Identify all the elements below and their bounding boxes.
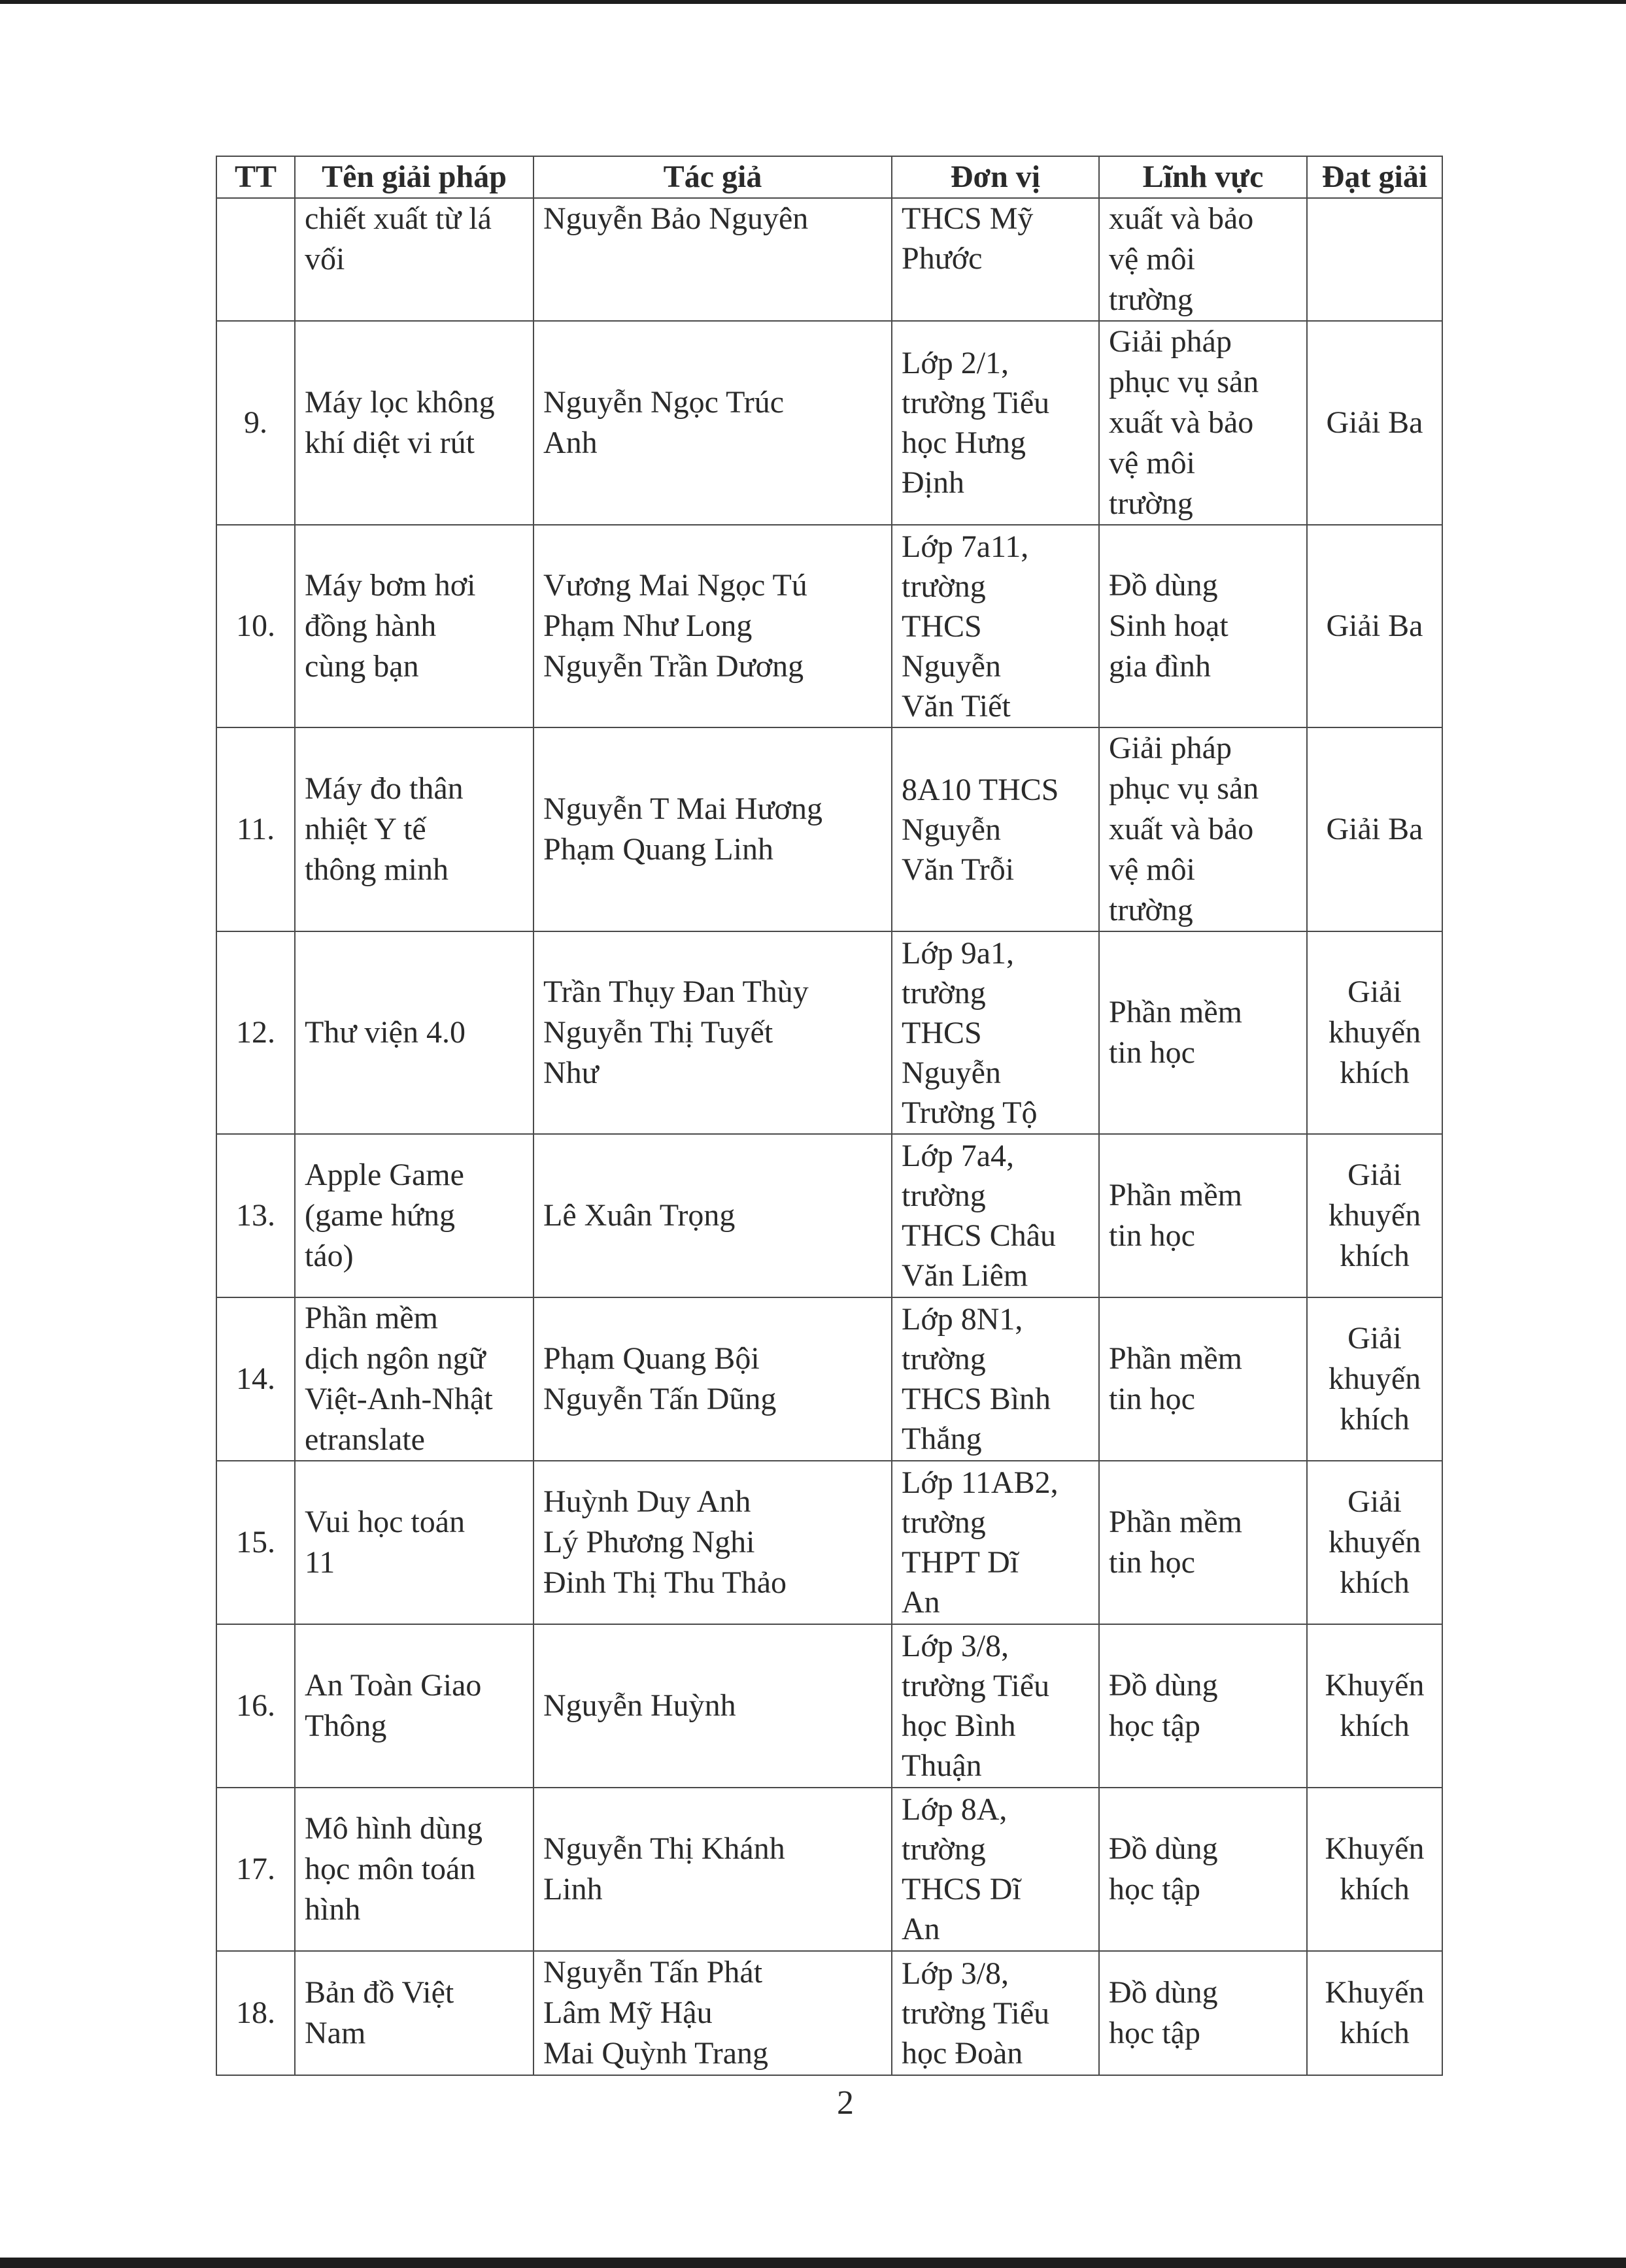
cell-line: Phần mềm xyxy=(1109,1505,1242,1539)
cell-line: Định xyxy=(902,465,964,500)
cell-line: phục vụ sản xyxy=(1109,365,1259,399)
cell-unit xyxy=(892,1297,1099,1461)
cell-solution-name xyxy=(295,1788,534,1951)
cell-line: Thông xyxy=(305,1709,387,1743)
cell-line: khuyến xyxy=(1328,1525,1421,1559)
cell-tt: 11. xyxy=(216,727,295,931)
cell-line: xuất và bảo xyxy=(1109,201,1254,236)
cell-line: vệ môi xyxy=(1109,446,1195,480)
cell-unit xyxy=(892,198,1099,321)
cell-line: khuyến xyxy=(1328,1361,1421,1396)
cell-unit xyxy=(892,931,1099,1134)
header-authors: Tác giả xyxy=(534,156,892,198)
cell-line: Máy lọc không xyxy=(305,385,495,420)
cell-line: Nguyễn Huỳnh xyxy=(543,1688,736,1723)
cell-authors xyxy=(534,1624,892,1788)
header-award: Đạt giải xyxy=(1307,156,1442,198)
cell-line: Bản đồ Việt xyxy=(305,1975,454,2010)
cell-line: Văn Liêm xyxy=(902,1258,1028,1293)
cell-line: Nguyễn Tấn Dũng xyxy=(543,1382,777,1416)
cell-field xyxy=(1099,727,1307,931)
cell-line: Phạm Quang Linh xyxy=(543,832,773,867)
cell-award xyxy=(1307,1134,1442,1297)
cell-line: Linh xyxy=(543,1872,603,1907)
cell-authors xyxy=(534,727,892,931)
cell-solution-name xyxy=(295,198,534,321)
cell-award xyxy=(1307,1297,1442,1461)
table-row xyxy=(216,1788,1442,1951)
cell-unit xyxy=(892,727,1099,931)
cell-line: khích xyxy=(1340,1056,1410,1090)
cell-tt: 15. xyxy=(216,1461,295,1624)
cell-field xyxy=(1099,1951,1307,2075)
cell-line: Giải xyxy=(1347,975,1402,1009)
cell-line: Lớp 8A, xyxy=(902,1792,1008,1827)
cell-line: Lâm Mỹ Hậu xyxy=(543,1995,713,2030)
cell-line: khích xyxy=(1340,1239,1410,1273)
cell-field xyxy=(1099,1461,1307,1624)
cell-tt: 13. xyxy=(216,1134,295,1297)
cell-line: Giải Ba xyxy=(1326,812,1423,846)
cell-line: An Toàn Giao xyxy=(305,1668,482,1703)
cell-line: trường xyxy=(1109,486,1193,521)
cell-line: THCS Bình xyxy=(902,1382,1051,1416)
cell-line: khí diệt vi rút xyxy=(305,425,475,460)
table-row xyxy=(216,1461,1442,1624)
cell-line: gia đình xyxy=(1109,649,1211,684)
cell-line: học tập xyxy=(1109,1709,1200,1743)
cell-line: Đồ dùng xyxy=(1109,1668,1218,1703)
cell-line: khuyến xyxy=(1328,1015,1421,1050)
cell-line: Đồ dùng xyxy=(1109,1975,1218,2010)
cell-line: etranslate xyxy=(305,1422,425,1457)
cell-line: trường xyxy=(902,569,986,604)
cell-line: học Bình xyxy=(902,1709,1016,1743)
cell-line: Giải Ba xyxy=(1326,609,1423,643)
cell-line: trường xyxy=(902,1832,986,1867)
cell-unit xyxy=(892,1788,1099,1951)
cell-line: Lớp 2/1, xyxy=(902,346,1009,380)
cell-unit xyxy=(892,321,1099,525)
cell-line: (game hứng xyxy=(305,1198,455,1233)
cell-line: THPT Dĩ xyxy=(902,1545,1019,1580)
cell-line: Huỳnh Duy Anh xyxy=(543,1484,751,1519)
cell-line: Giải Ba xyxy=(1326,405,1423,440)
table-row xyxy=(216,1951,1442,2075)
cell-line: khích xyxy=(1340,1402,1410,1437)
cell-solution-name xyxy=(295,1461,534,1624)
cell-tt: 17. xyxy=(216,1788,295,1951)
cell-line: tin học xyxy=(1109,1218,1195,1253)
cell-award xyxy=(1307,1461,1442,1624)
cell-line: Nguyễn Thị Khánh xyxy=(543,1831,785,1866)
cell-line: Trần Thụy Đan Thùy xyxy=(543,975,809,1009)
cell-line: khích xyxy=(1340,1709,1410,1743)
cell-line: khích xyxy=(1340,2016,1410,2050)
cell-line: Nguyễn Thị Tuyết xyxy=(543,1015,773,1050)
cell-line: hình xyxy=(305,1892,361,1927)
cell-field xyxy=(1099,1134,1307,1297)
cell-line: Anh xyxy=(543,425,598,460)
table-row xyxy=(216,1134,1442,1297)
cell-line: Mô hình dùng xyxy=(305,1811,483,1846)
cell-line: vệ môi xyxy=(1109,242,1195,276)
cell-line: Giải xyxy=(1347,1484,1402,1519)
cell-line: trường Tiểu xyxy=(902,386,1050,420)
cell-line: vối xyxy=(305,242,345,276)
cell-solution-name xyxy=(295,727,534,931)
cell-line: học tập xyxy=(1109,2016,1200,2050)
cell-authors xyxy=(534,525,892,727)
cell-line: Nguyễn xyxy=(902,1055,1001,1090)
cell-line: học tập xyxy=(1109,1872,1200,1907)
cell-solution-name xyxy=(295,1297,534,1461)
cell-line: THCS Mỹ xyxy=(902,201,1034,236)
table-row xyxy=(216,198,1442,321)
cell-line: trường xyxy=(902,1342,986,1376)
cell-unit xyxy=(892,1134,1099,1297)
cell-line: khích xyxy=(1340,1872,1410,1907)
cell-award xyxy=(1307,1624,1442,1788)
cell-field xyxy=(1099,1297,1307,1461)
cell-line: Nguyễn Ngọc Trúc xyxy=(543,385,784,420)
cell-tt: 12. xyxy=(216,931,295,1134)
cell-field xyxy=(1099,321,1307,525)
cell-line: Nguyễn Trần Dương xyxy=(543,649,804,684)
cell-line: Thư viện 4.0 xyxy=(305,1015,466,1050)
cell-line: tin học xyxy=(1109,1545,1195,1580)
cell-line: Như xyxy=(543,1056,599,1090)
cell-solution-name xyxy=(295,1134,534,1297)
cell-line: THCS xyxy=(902,1015,982,1050)
cell-field xyxy=(1099,198,1307,321)
cell-award xyxy=(1307,198,1442,321)
cell-line: Vui học toán xyxy=(305,1505,466,1539)
cell-line: THCS xyxy=(902,609,982,644)
table-body xyxy=(216,198,1442,2075)
cell-authors xyxy=(534,1461,892,1624)
cell-line: phục vụ sản xyxy=(1109,771,1259,806)
cell-line: Đồ dùng xyxy=(1109,568,1218,603)
cell-line: Lớp 3/8, xyxy=(902,1956,1009,1991)
cell-award xyxy=(1307,1788,1442,1951)
table-header xyxy=(216,156,1442,198)
scan-edge-top xyxy=(0,0,1626,4)
cell-unit xyxy=(892,1461,1099,1624)
cell-solution-name xyxy=(295,1624,534,1788)
cell-line: 8A10 THCS xyxy=(902,772,1059,807)
cell-line: Lớp 7a4, xyxy=(902,1139,1015,1173)
cell-line: tin học xyxy=(1109,1035,1195,1070)
cell-line: Lớp 3/8, xyxy=(902,1629,1009,1663)
cell-field xyxy=(1099,1788,1307,1951)
cell-line: Phạm Quang Bội xyxy=(543,1341,760,1376)
cell-line: trường xyxy=(902,975,986,1010)
table-row xyxy=(216,727,1442,931)
cell-line: trường xyxy=(1109,893,1193,927)
cell-line: Văn Tiết xyxy=(902,688,1011,724)
cell-tt: 16. xyxy=(216,1624,295,1788)
cell-authors xyxy=(534,198,892,321)
scan-edge-bottom xyxy=(0,2258,1626,2268)
cell-line: Giải xyxy=(1347,1158,1402,1192)
header-tt: TT xyxy=(216,156,295,198)
table-row xyxy=(216,1624,1442,1788)
cell-line: thông minh xyxy=(305,852,449,887)
cell-line: Nguyễn xyxy=(902,648,1001,684)
cell-line: Văn Trỗi xyxy=(902,852,1015,887)
table-row xyxy=(216,525,1442,727)
cell-line: Phạm Như Long xyxy=(543,609,753,643)
cell-line: Đinh Thị Thu Thảo xyxy=(543,1565,787,1600)
cell-line: Lớp 7a11, xyxy=(902,529,1029,564)
cell-line: Lê Xuân Trọng xyxy=(543,1198,736,1233)
cell-line: Đồ dùng xyxy=(1109,1831,1218,1866)
table-row xyxy=(216,931,1442,1134)
cell-line: trường xyxy=(902,1505,986,1540)
cell-line: xuất và bảo xyxy=(1109,405,1254,440)
cell-line: trường Tiểu xyxy=(902,1669,1050,1703)
cell-line: THCS Châu xyxy=(902,1218,1057,1253)
cell-line: Vương Mai Ngọc Tú xyxy=(543,568,807,603)
cell-unit xyxy=(892,1951,1099,2075)
cell-solution-name xyxy=(295,1951,534,2075)
cell-line: nhiệt Y tế xyxy=(305,812,426,846)
cell-unit xyxy=(892,1624,1099,1788)
cell-award xyxy=(1307,931,1442,1134)
cell-tt: 10. xyxy=(216,525,295,727)
cell-authors xyxy=(534,321,892,525)
cell-line: trường xyxy=(1109,282,1193,317)
cell-award xyxy=(1307,1951,1442,2075)
cell-tt: 18. xyxy=(216,1951,295,2075)
cell-award xyxy=(1307,321,1442,525)
cell-line: dịch ngôn ngữ xyxy=(305,1341,486,1376)
cell-line: Phần mềm xyxy=(1109,995,1242,1029)
cell-line: Mai Quỳnh Trang xyxy=(543,2036,769,2071)
cell-line: Thuận xyxy=(902,1748,982,1783)
cell-line: Phước xyxy=(902,241,983,276)
cell-line: THCS Dĩ xyxy=(902,1872,1021,1907)
cell-field xyxy=(1099,931,1307,1134)
cell-line: tin học xyxy=(1109,1382,1195,1416)
cell-line: Giải pháp xyxy=(1109,324,1232,359)
cell-unit xyxy=(892,525,1099,727)
cell-line: chiết xuất từ lá xyxy=(305,201,492,236)
cell-line: Nguyễn xyxy=(902,812,1001,847)
cell-solution-name xyxy=(295,525,534,727)
cell-line: khích xyxy=(1340,1565,1410,1600)
cell-line: học môn toán xyxy=(305,1852,476,1886)
cell-line: học Hưng xyxy=(902,425,1026,460)
cell-line: Nguyễn Bảo Nguyên xyxy=(543,201,809,236)
cell-line: Máy bơm hơi xyxy=(305,568,476,603)
cell-line: Lớp 9a1, xyxy=(902,935,1015,971)
cell-line: Sinh hoạt xyxy=(1109,609,1228,643)
cell-field xyxy=(1099,1624,1307,1788)
cell-line: Giải xyxy=(1347,1321,1402,1356)
cell-authors xyxy=(534,1297,892,1461)
cell-line: Khuyến xyxy=(1325,1831,1425,1866)
header-row xyxy=(216,156,1442,198)
cell-solution-name xyxy=(295,931,534,1134)
cell-line: Lớp 11AB2, xyxy=(902,1465,1059,1500)
cell-line: vệ môi xyxy=(1109,852,1195,887)
cell-line: Khuyến xyxy=(1325,1668,1425,1703)
cell-line: Việt-Anh-Nhật xyxy=(305,1382,493,1416)
cell-line: Apple Game xyxy=(305,1158,464,1192)
cell-line: táo) xyxy=(305,1239,354,1273)
cell-authors xyxy=(534,931,892,1134)
cell-line: Lý Phương Nghi xyxy=(543,1525,755,1559)
page-number: 2 xyxy=(837,2084,854,2122)
header-unit: Đơn vị xyxy=(892,156,1099,198)
cell-line: cùng bạn xyxy=(305,649,419,684)
cell-line: khuyến xyxy=(1328,1198,1421,1233)
header-solution-name: Tên giải pháp xyxy=(295,156,534,198)
cell-solution-name xyxy=(295,321,534,525)
cell-tt: 9. xyxy=(216,321,295,525)
cell-line: Thắng xyxy=(902,1422,982,1456)
cell-line: xuất và bảo xyxy=(1109,812,1254,846)
cell-line: trường xyxy=(902,1178,986,1213)
cell-line: trường Tiểu xyxy=(902,1995,1050,2031)
cell-line: Nguyễn Tấn Phát xyxy=(543,1955,763,1990)
awards-table xyxy=(216,156,1443,2076)
cell-tt xyxy=(216,198,295,321)
cell-line: Phần mềm xyxy=(305,1301,438,1335)
cell-line: Phần mềm xyxy=(1109,1341,1242,1376)
cell-line: Khuyến xyxy=(1325,1975,1425,2010)
cell-authors xyxy=(534,1134,892,1297)
cell-award xyxy=(1307,727,1442,931)
cell-authors xyxy=(534,1951,892,2075)
cell-line: học Đoàn xyxy=(902,2035,1023,2071)
cell-field xyxy=(1099,525,1307,727)
cell-line: Nam xyxy=(305,2016,366,2050)
cell-line: đồng hành xyxy=(305,609,437,643)
header-field: Lĩnh vực xyxy=(1099,156,1307,198)
cell-line: Nguyễn T Mai Hương xyxy=(543,792,822,826)
cell-tt: 14. xyxy=(216,1297,295,1461)
cell-line: An xyxy=(902,1585,940,1620)
cell-line: Lớp 8N1, xyxy=(902,1302,1023,1337)
cell-award xyxy=(1307,525,1442,727)
cell-line: An xyxy=(902,1912,940,1946)
cell-authors xyxy=(534,1788,892,1951)
cell-line: Máy đo thân xyxy=(305,771,464,806)
cell-line: Giải pháp xyxy=(1109,731,1232,765)
table-row xyxy=(216,321,1442,525)
cell-line: 11 xyxy=(305,1545,335,1580)
table-row xyxy=(216,1297,1442,1461)
cell-line: Trường Tộ xyxy=(902,1095,1038,1130)
cell-line: Phần mềm xyxy=(1109,1178,1242,1212)
